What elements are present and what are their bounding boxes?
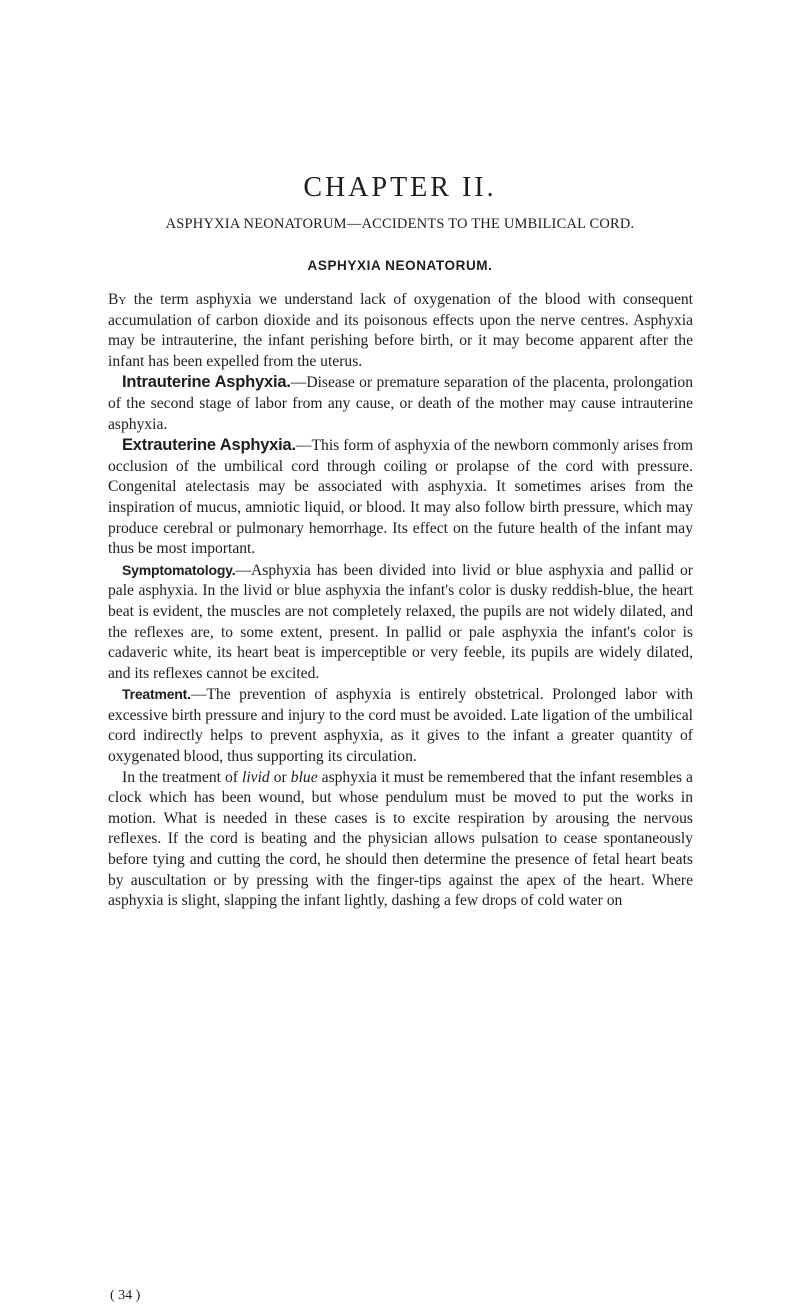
intrauterine-text: —Disease or premature separation of the placenta, prolongation of the second stage of labor from any cause, or death of the mother may cause intrauterine asphyxia. — [108, 374, 693, 433]
symptomatology-text: —Asphyxia has been divided into livid or blue asphyxia and pallid or pale asphyxia. In the livid or blue asphyxia the infant's color is dusky reddish-blue, the heart beat is evident, the muscles are not completely relaxed, the pupils are not widely dilated, and the reflexes are, to some extent, present. In pallid or pale asphyxia the infant's color is cadaveric white, its heart beat is imperceptible or very feeble, its pupils are widely dilated, and its reflexes cannot be excited. — [108, 561, 693, 682]
treatment-heading: Treatment. — [122, 686, 191, 703]
intrauterine-paragraph — [108, 372, 693, 435]
body-text — [108, 290, 693, 912]
treatment2-part2: or — [269, 768, 291, 786]
intro-paragraph — [108, 290, 693, 372]
intro-text: the term asphyxia we understand lack of oxygenation of the blood with consequent accumulation of carbon dioxide and its poisonous effects upon the nerve centres. Asphyxia may be intrauterine, the infant perishing before birth, or it may become apparent after the infant has been expelled from the uterus. — [108, 291, 693, 370]
chapter-subtitle: ASPHYXIA NEONATORUM—ACCIDENTS TO THE UMBILICAL CORD. — [165, 216, 635, 232]
treatment2-part1: In the treatment of — [122, 768, 242, 786]
treatment2-part3: asphyxia it must be remembered that the infant resembles a clock which has been wound, but whose pendulum must be moved to put the works in motion. What is needed in these cases is to excite respiration by arousing the nervous reflexes. If the cord is beating and the physician allows pulsation to cease spontaneously before tying and cutting the cord, he should then determine the presence of fetal heart beats by auscultation or by pressing with the finger-tips against the apex of the heart. Where asphyxia is slight, slapping the infant lightly, dashing a few drops of cold water on — [108, 768, 693, 910]
treatment2-italic-livid: livid — [242, 768, 270, 786]
symptomatology-paragraph — [108, 560, 693, 685]
extrauterine-heading: Extrauterine Asphyxia. — [122, 436, 296, 455]
intro-dropcap: By — [108, 291, 127, 308]
extrauterine-text: —This form of asphyxia of the newborn commonly arises from occlusion of the umbilical cord through coiling or prolapse of the cord with pressure. Congenital atelectasis may be associated with asphyxia. It sometimes arises from the inspiration of mucus, amniotic liquid, or blood. It may also follow birth pressure, which may produce cerebral or pulmonary hemorrhage. Its effect on the future health of the infant may thus be most important. — [108, 437, 693, 558]
symptomatology-heading: Symptomatology. — [122, 561, 236, 578]
treatment-paragraph — [108, 684, 693, 767]
intrauterine-heading: Intrauterine Asphyxia. — [122, 373, 291, 392]
chapter-title: CHAPTER II. — [303, 172, 497, 203]
section-heading: ASPHYXIA NEONATORUM. — [307, 258, 493, 273]
extrauterine-paragraph — [108, 435, 693, 560]
treatment-continued-paragraph — [108, 768, 693, 912]
treatment2-italic-blue: blue — [290, 768, 318, 786]
page-number: ( 34 ) — [110, 1288, 141, 1303]
treatment-text: —The prevention of asphyxia is entirely obstetrical. Prolonged labor with excessive birth pressure and injury to the cord must be avoided. Late ligation of the umbilical cord indirectly helps to prevent asphyxia, as it gives to the infant a greater quantity of oxygenated blood, thus supporting its circulation. — [108, 686, 693, 766]
